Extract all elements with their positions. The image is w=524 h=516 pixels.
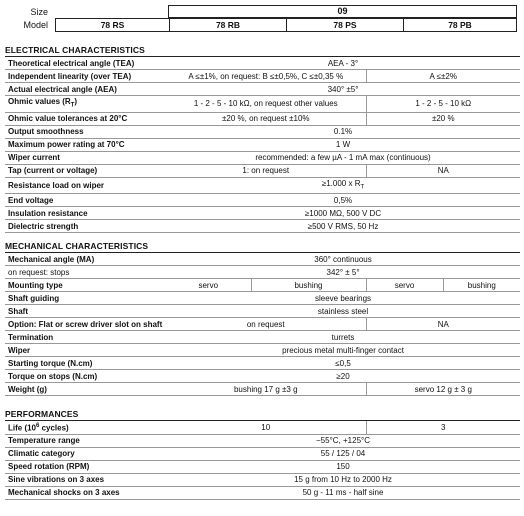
row-label: Actual electrical angle (AEA) (5, 83, 166, 96)
model-label: Model (23, 20, 48, 30)
size-label: Size (30, 7, 48, 17)
size-value: 09 (337, 6, 348, 16)
table-row (5, 383, 520, 396)
table-row (5, 83, 520, 96)
row-label: Shaft (5, 305, 166, 318)
row-label: Output smoothness (5, 125, 166, 138)
size-value-box (168, 5, 517, 18)
table-row (5, 305, 520, 318)
row-value: 0.1% (166, 125, 520, 138)
row-label: Maximum power rating at 70°C (5, 138, 166, 151)
model-78ps: 78 PS (287, 19, 404, 31)
table-row (5, 486, 520, 499)
row-value: turrets (166, 331, 520, 344)
table-row (5, 125, 520, 138)
row-value-left: bushing 17 g ±3 g (166, 383, 366, 396)
row-label: Mechanical shocks on 3 axes (5, 486, 166, 499)
row-label: Ohmic value tolerances at 20°C (5, 112, 166, 125)
model-78rb: 78 RB (170, 19, 287, 31)
model-78rs: 78 RS (56, 19, 170, 31)
row-value: 50 g - 11 ms - half sine (166, 486, 520, 499)
row-value: 0,5% (166, 194, 520, 207)
table-row (5, 177, 520, 194)
row-label: on request: stops (5, 266, 166, 279)
table-row (5, 194, 520, 207)
row-value: ≥1.000 x $R_T$ (166, 177, 520, 194)
row-label: Climatic category (5, 447, 166, 460)
row-label: Life ($10^6$ cycles) (5, 421, 166, 434)
row-value-left: 1 - 2 - 5 - 10 kΩ, on request other values (166, 96, 366, 113)
row-value-78pb: bushing (443, 279, 520, 292)
row-value: 340° ±5° (166, 83, 520, 96)
table-row (5, 70, 520, 83)
row-label: Torque on stops (N.cm) (5, 370, 166, 383)
row-value-right: NA (366, 318, 520, 331)
row-label: Ohmic values $(R_T)$ (5, 96, 166, 113)
table-row (5, 370, 520, 383)
table-row (5, 447, 520, 460)
row-label: Wiper (5, 344, 166, 357)
electrical-table (5, 57, 520, 233)
row-value: sleeve bearings (166, 292, 520, 305)
row-label: Tap (current or voltage) (5, 164, 166, 177)
row-value-left: 10 (166, 421, 366, 434)
table-row (5, 164, 520, 177)
row-value: 342° ± 5° (166, 266, 520, 279)
row-value: ≥500 V RMS, 50 Hz (166, 220, 520, 233)
row-value-right: A ≤±2% (366, 70, 520, 83)
row-value-right: servo 12 g ± 3 g (366, 383, 520, 396)
row-label: Shaft guiding (5, 292, 166, 305)
performances-table (5, 421, 520, 500)
row-value: ≥20 (166, 370, 520, 383)
mechanical-table (5, 253, 520, 396)
table-row (5, 331, 520, 344)
table-row (5, 460, 520, 473)
row-label: Insulation resistance (5, 207, 166, 220)
table-row (5, 207, 520, 220)
row-value: AEA - 3° (166, 57, 520, 70)
model-78pb: 78 PB (448, 20, 472, 30)
row-label: Temperature range (5, 434, 166, 447)
electrical-title: ELECTRICAL CHARACTERISTICS (5, 45, 145, 55)
row-value-right: ±20 % (366, 112, 520, 125)
table-row (5, 253, 520, 266)
row-label: Speed rotation (RPM) (5, 460, 166, 473)
table-row (5, 220, 520, 233)
row-label: Starting torque (N.cm) (5, 357, 166, 370)
table-row (5, 344, 520, 357)
row-value: ≥1000 MΩ, 500 V DC (166, 207, 520, 220)
model-row (55, 18, 517, 32)
row-value: 55 / 125 / 04 (166, 447, 520, 460)
row-label: Sine vibrations on 3 axes (5, 473, 166, 486)
row-value: ≤0,5 (166, 357, 520, 370)
mechanical-title: MECHANICAL CHARACTERISTICS (5, 241, 149, 251)
row-value: −55°C, +125°C (166, 434, 520, 447)
row-value: 1 W (166, 138, 520, 151)
row-label: Termination (5, 331, 166, 344)
table-row (5, 292, 520, 305)
row-label: End voltage (5, 194, 166, 207)
row-value-78rb: bushing (251, 279, 366, 292)
row-label: Wiper current (5, 151, 166, 164)
row-label: Resistance load on wiper (5, 177, 166, 194)
row-value: 15 g from 10 Hz to 2000 Hz (166, 473, 520, 486)
row-value-78ps: servo (366, 279, 443, 292)
row-value: 150 (166, 460, 520, 473)
row-value: recommended: a few µA - 1 mA max (continuous) (166, 151, 520, 164)
row-label: Weight (g) (5, 383, 166, 396)
table-row (5, 151, 520, 164)
row-value-right: NA (366, 164, 520, 177)
table-row (5, 318, 520, 331)
row-label: Mounting type (5, 279, 166, 292)
table-row (5, 473, 520, 486)
row-value-right: 3 (366, 421, 520, 434)
row-value-78rs: servo (166, 279, 251, 292)
table-row (5, 279, 520, 292)
performances-title: PERFORMANCES (5, 409, 79, 419)
row-label: Mechanical angle (MA) (5, 253, 166, 266)
row-value-left: on request (166, 318, 366, 331)
row-value-left: A ≤±1%, on request: B ≤±0,5%, C ≤±0,35 % (166, 70, 366, 83)
row-label: Theoretical electrical angle (TEA) (5, 57, 166, 70)
row-value: stainless steel (166, 305, 520, 318)
row-value-left: ±20 %, on request ±10% (166, 112, 366, 125)
table-row (5, 112, 520, 125)
table-row (5, 266, 520, 279)
row-value-left: 1: on request (166, 164, 366, 177)
row-label: Option: Flat or screw driver slot on shaft (5, 318, 166, 331)
table-row (5, 138, 520, 151)
table-row (5, 57, 520, 70)
table-row (5, 421, 520, 434)
row-value-right: 1 - 2 - 5 - 10 kΩ (366, 96, 520, 113)
table-row (5, 96, 520, 113)
row-label: Independent linearity (over TEA) (5, 70, 166, 83)
row-value: precious metal multi-finger contact (166, 344, 520, 357)
row-label: Dielectric strength (5, 220, 166, 233)
table-row (5, 434, 520, 447)
table-row (5, 357, 520, 370)
row-value: 360° continuous (166, 253, 520, 266)
